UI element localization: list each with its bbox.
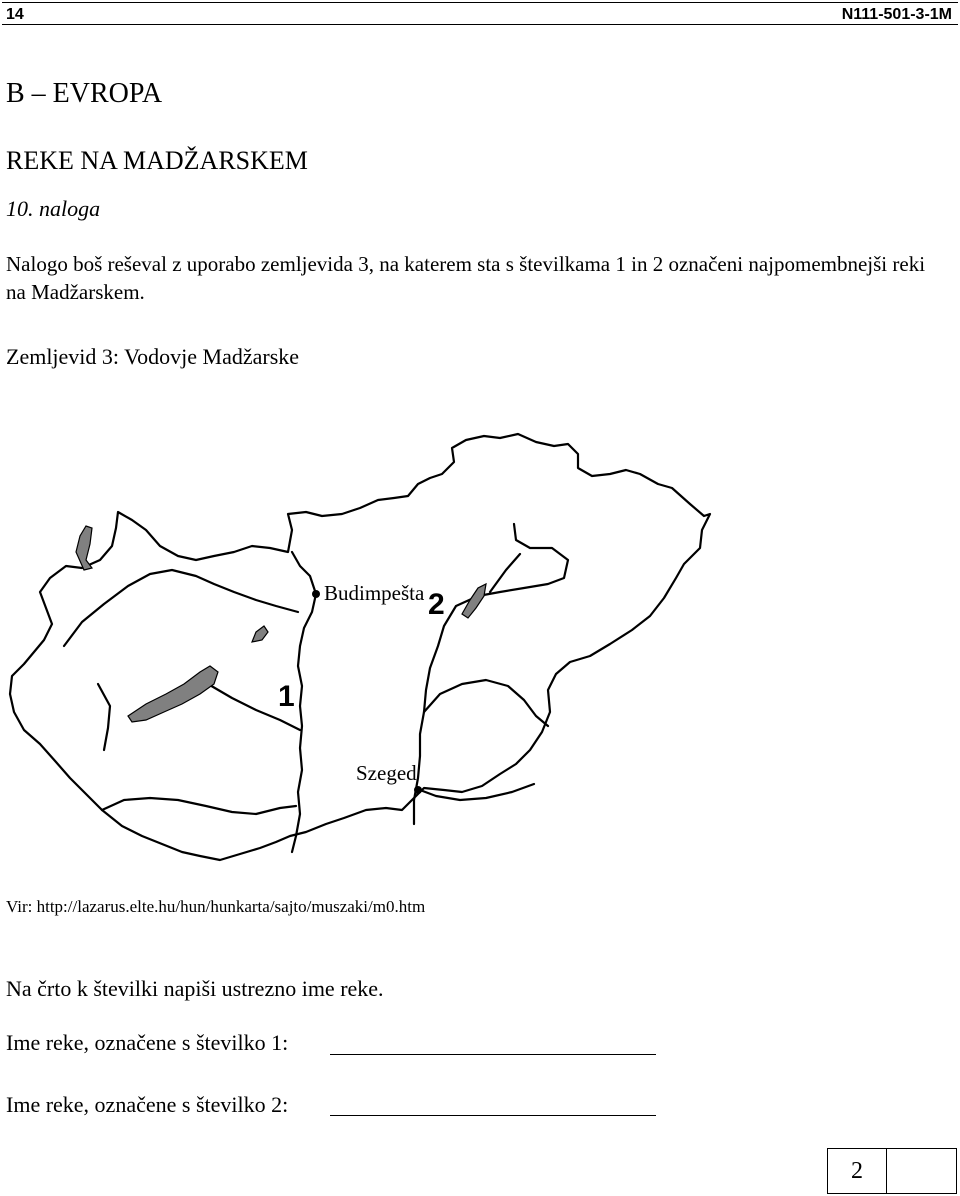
river-sajo bbox=[490, 554, 520, 592]
szeged-label: Szeged bbox=[356, 761, 417, 785]
task-label: 10. naloga bbox=[6, 196, 101, 221]
score-box bbox=[827, 1148, 957, 1194]
page-header bbox=[0, 0, 960, 30]
szeged-dot bbox=[414, 786, 422, 794]
page-number: 14 bbox=[6, 6, 24, 23]
header-rule bbox=[2, 2, 958, 3]
budapest-label: Budimpešta bbox=[324, 581, 425, 605]
document-code: N111-501-3-1M bbox=[841, 6, 952, 23]
river-koros bbox=[424, 680, 548, 726]
river-1-number: 1 bbox=[278, 680, 295, 713]
budapest-dot bbox=[312, 590, 320, 598]
river-2-number: 2 bbox=[428, 588, 445, 621]
intro-text: Nalogo boš reševal z uporabo zemljevida 3, na katerem sta s številkama 1 in 2 označeni najpomembnejši reki na Madžarskem. bbox=[6, 252, 926, 304]
answer-line-1[interactable] bbox=[330, 1054, 656, 1055]
header-rule-bottom bbox=[2, 24, 958, 25]
instruction: Na črto k številki napiši ustrezno ime reke. bbox=[6, 976, 384, 1001]
river-zala bbox=[98, 684, 110, 750]
river-drava bbox=[102, 798, 296, 814]
subtitle: REKE NA MADŽARSKEM bbox=[6, 146, 308, 175]
map-title: Zemljevid 3: Vodovje Madžarske bbox=[6, 344, 300, 369]
lake-velence bbox=[252, 626, 268, 642]
question-1-label: Ime reke, označene s številko 1: bbox=[6, 1030, 289, 1055]
lake-neusiedl bbox=[76, 526, 92, 570]
section-title: B – EVROPA bbox=[6, 78, 163, 109]
map-source: Vir: http://lazarus.elte.hu/hun/hunkarta/sajto/muszaki/m0.htm bbox=[6, 897, 426, 916]
country-border bbox=[10, 434, 710, 860]
score-points: 2 bbox=[828, 1149, 887, 1193]
answer-line-2[interactable] bbox=[330, 1115, 656, 1116]
lake-balaton bbox=[128, 666, 218, 722]
question-2-label: Ime reke, označene s številko 2: bbox=[6, 1092, 289, 1117]
hungary-water-map bbox=[0, 420, 960, 880]
